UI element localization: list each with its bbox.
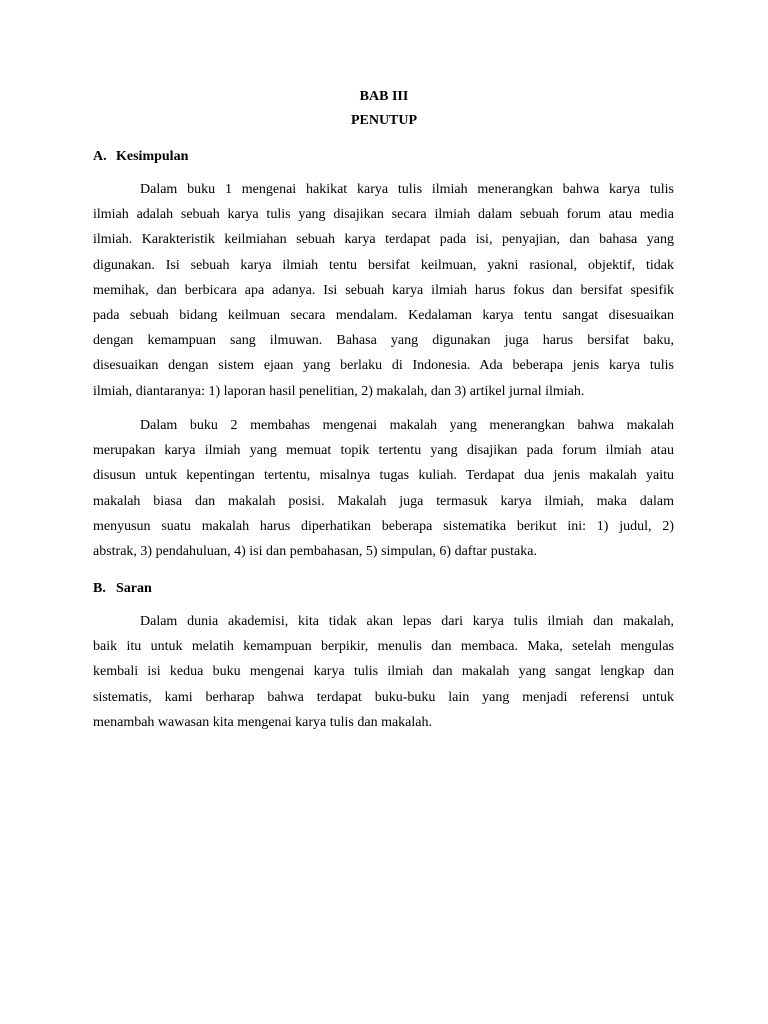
- chapter-number: BAB III: [359, 89, 409, 104]
- paragraph-line: sistematis, kami berharap bahwa terdapat buku-buku lain yang menjadi referensi untuk: [93, 689, 674, 705]
- paragraph-line: kembali isi kedua buku mengenai karya tulis ilmiah dan makalah yang sangat lengkap dan: [93, 664, 674, 680]
- paragraph-line: Dalam buku 2 membahas mengenai makalah yang menerangkan bahwa makalah: [140, 418, 674, 433]
- paragraph-line: baik itu untuk melatih kemampuan berpikir, menulis dan membaca. Maka, setelah mengulas: [93, 639, 674, 655]
- chapter-title: PENUTUP: [350, 113, 418, 128]
- paragraph-line: Dalam dunia akademisi, kita tidak akan lepas dari karya tulis ilmiah dan makalah,: [140, 614, 674, 629]
- paragraph-line: menambah wawasan kita mengenai karya tulis dan makalah.: [93, 714, 432, 730]
- paragraph-line: dengan kemampuan sang ilmuwan. Bahasa yang digunakan juga harus bersifat baku,: [93, 333, 674, 349]
- paragraph-line: ilmiah adalah sebuah karya tulis yang disajikan secara ilmiah dalam sebuah forum atau media: [93, 207, 674, 223]
- section-heading-kesimpulan: [93, 148, 188, 166]
- paragraph-line: digunakan. Isi sebuah karya ilmiah tentu bersifat keilmuan, yakni rasional, objektif, tidak: [93, 257, 674, 273]
- section-number: A.: [93, 149, 107, 164]
- section-title: Kesimpulan: [116, 149, 189, 164]
- paragraph-line: Dalam buku 1 mengenai hakikat karya tulis ilmiah menerangkan bahwa karya tulis: [140, 182, 674, 197]
- paragraph-line: disusun untuk kepentingan tertentu, misalnya tugas kuliah. Terdapat dua jenis makalah yaitu: [93, 468, 674, 484]
- paragraph-line: makalah biasa dan makalah posisi. Makalah juga termasuk karya ilmiah, maka dalam: [93, 493, 674, 509]
- paragraph-line: menyusun suatu makalah harus diperhatikan beberapa sistematika berikut ini: 1) judul, 2): [93, 518, 674, 534]
- paragraph-kesimpulan-2: [93, 413, 674, 564]
- paragraph-line: disesuaikan dengan sistem ejaan yang berlaku di Indonesia. Ada beberapa jenis karya tulis: [93, 358, 674, 374]
- section-heading-saran: [93, 580, 152, 598]
- paragraph-line: merupakan karya ilmiah yang memuat topik tertentu yang disajikan pada forum ilmiah atau: [93, 443, 674, 459]
- section-number: B.: [93, 581, 106, 596]
- paragraph-saran-1: [93, 609, 674, 735]
- paragraph-line: ilmiah. Karakteristik keilmiahan sebuah karya terdapat pada isi, penyajian, dan bahasa yang: [93, 232, 674, 248]
- paragraph-kesimpulan-1: [93, 177, 674, 404]
- section-title: Saran: [116, 581, 152, 596]
- paragraph-line: abstrak, 3) pendahuluan, 4) isi dan pembahasan, 5) simpulan, 6) daftar pustaka.: [93, 543, 537, 559]
- paragraph-line: memihak, dan berbicara apa adanya. Isi sebuah karya ilmiah harus fokus dan bersifat spesifik: [93, 282, 674, 298]
- paragraph-line: pada sebuah bidang keilmuan secara mendalam. Kedalaman karya tentu sangat disesuaikan: [93, 307, 674, 323]
- paragraph-line: ilmiah, diantaranya: 1) laporan hasil penelitian, 2) makalah, dan 3) artikel jurnal ilmiah.: [93, 383, 585, 399]
